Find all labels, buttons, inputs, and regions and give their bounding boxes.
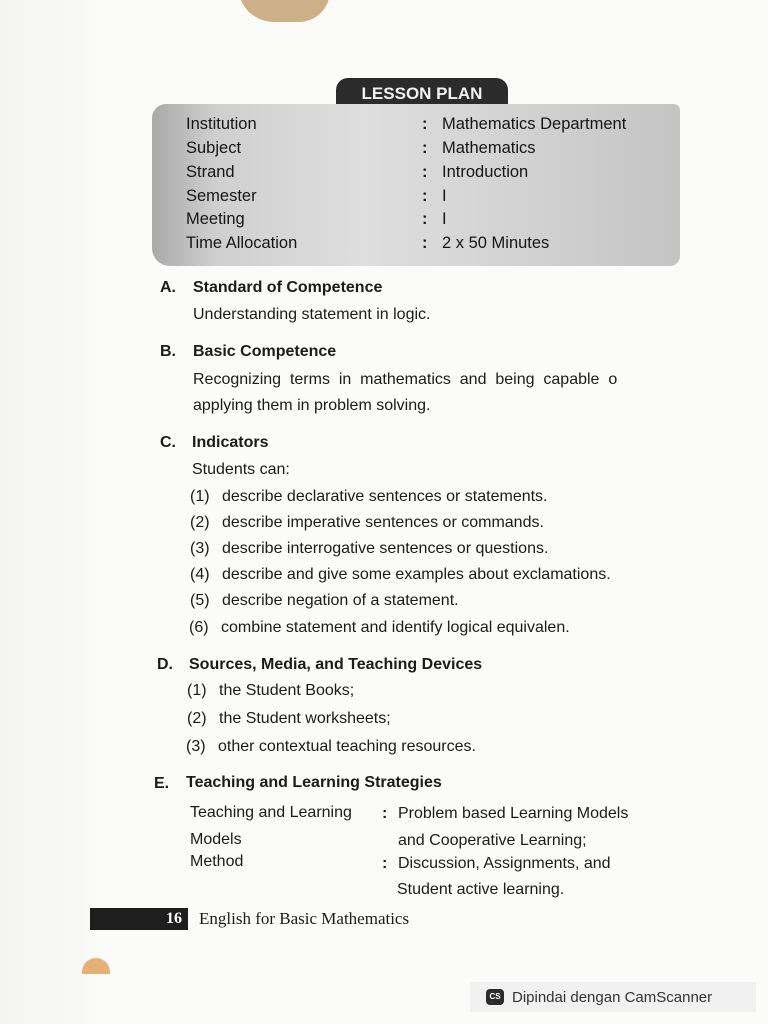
book-title: English for Basic Mathematics	[199, 909, 410, 928]
indicator-item	[190, 540, 548, 558]
section-a-letter: A.	[160, 279, 176, 296]
info-colon: :	[422, 115, 428, 133]
info-label: Time Allocation	[186, 234, 298, 252]
section-d-letter: D.	[157, 656, 173, 673]
indicator-text: describe interrogative sentences or questions.	[222, 540, 549, 557]
page-shadow	[0, 0, 92, 1024]
section-b-line2: applying them in problem solving.	[193, 397, 431, 414]
info-value: I	[442, 187, 447, 205]
section-b-line1: Recognizing terms in mathematics and being capable o	[193, 371, 618, 388]
info-colon: :	[422, 139, 428, 157]
finger-bottom	[82, 958, 110, 974]
indicator-item	[190, 514, 544, 532]
indicator-text: combine statement and identify logical equivalen.	[221, 619, 570, 636]
info-row-time-allocation	[186, 233, 666, 253]
indicator-number: (3)	[190, 540, 210, 557]
source-text: the Student worksheets;	[219, 710, 391, 727]
indicator-number: (1)	[190, 488, 210, 505]
section-c-intro: Students can:	[192, 461, 290, 478]
info-colon: :	[422, 210, 428, 228]
strategy-model-value: Problem based Learning Models	[398, 805, 629, 822]
indicator-number: (4)	[190, 566, 210, 583]
section-e-title: Teaching and Learning Strategies	[186, 774, 442, 791]
info-value: 2 x 50 Minutes	[442, 234, 550, 252]
indicator-text: describe negation of a statement.	[222, 592, 459, 609]
indicator-text: describe imperative sentences or commands.	[222, 514, 544, 531]
source-item	[187, 710, 391, 728]
lesson-plan-tab: LESSON PLAN	[336, 78, 508, 108]
page-number: 16	[166, 910, 182, 927]
section-b-letter: B.	[160, 343, 176, 360]
info-label: Institution	[186, 115, 257, 133]
info-label: Subject	[186, 139, 242, 157]
source-number: (2)	[187, 710, 207, 727]
strategy-model-label: Teaching and Learning	[190, 804, 352, 821]
source-number: (3)	[186, 738, 206, 755]
source-item	[186, 738, 476, 756]
info-value: I	[442, 210, 447, 228]
camscanner-label: Dipindai dengan CamScanner	[512, 988, 713, 1006]
info-value: Mathematics	[442, 139, 536, 157]
section-e-letter: E.	[154, 775, 170, 792]
camscanner-badge	[470, 982, 756, 1012]
info-row-strand	[186, 162, 666, 182]
finger-top	[238, 0, 330, 22]
section-c-letter: C.	[160, 434, 176, 451]
info-colon: :	[422, 187, 428, 205]
indicator-item	[189, 619, 570, 637]
indicator-number: (6)	[189, 619, 209, 636]
info-value: Mathematics Department	[442, 115, 627, 133]
source-item	[187, 682, 354, 700]
info-label: Strand	[186, 163, 235, 181]
section-a-title: Standard of Competence	[193, 279, 383, 296]
strategy-model-colon: :	[382, 805, 388, 822]
camscanner-icon: CS	[486, 989, 504, 1005]
source-text: other contextual teaching resources.	[218, 738, 476, 755]
strategy-method-colon: :	[382, 855, 388, 872]
info-row-meeting	[186, 209, 666, 229]
section-a-text: Understanding statement in logic.	[193, 306, 431, 323]
info-row-institution	[186, 114, 666, 134]
info-colon: :	[422, 234, 428, 252]
info-value: Introduction	[442, 163, 529, 181]
section-b-title: Basic Competence	[193, 343, 337, 360]
info-label: Meeting	[186, 210, 245, 228]
indicator-item	[190, 566, 611, 584]
strategy-model-label-cont: Models	[190, 831, 242, 848]
indicator-number: (2)	[190, 514, 210, 531]
strategy-method-label: Method	[190, 853, 244, 870]
indicator-text: describe and give some examples about exclamations.	[222, 566, 611, 583]
strategy-method-value: Discussion, Assignments, and	[398, 855, 611, 872]
indicator-item	[190, 592, 459, 610]
section-c-title: Indicators	[192, 434, 269, 451]
strategy-method-value-cont: Student active learning.	[397, 881, 565, 898]
info-row-semester	[186, 186, 666, 206]
source-text: the Student Books;	[219, 682, 355, 699]
source-number: (1)	[187, 682, 207, 699]
indicator-text: describe declarative sentences or statements.	[222, 488, 548, 505]
info-row-subject	[186, 138, 666, 158]
strategy-model-value-cont: and Cooperative Learning;	[398, 832, 587, 849]
section-d-title: Sources, Media, and Teaching Devices	[189, 656, 483, 673]
indicator-number: (5)	[190, 592, 210, 609]
indicator-item	[190, 488, 548, 506]
info-colon: :	[422, 163, 428, 181]
info-label: Semester	[186, 187, 257, 205]
